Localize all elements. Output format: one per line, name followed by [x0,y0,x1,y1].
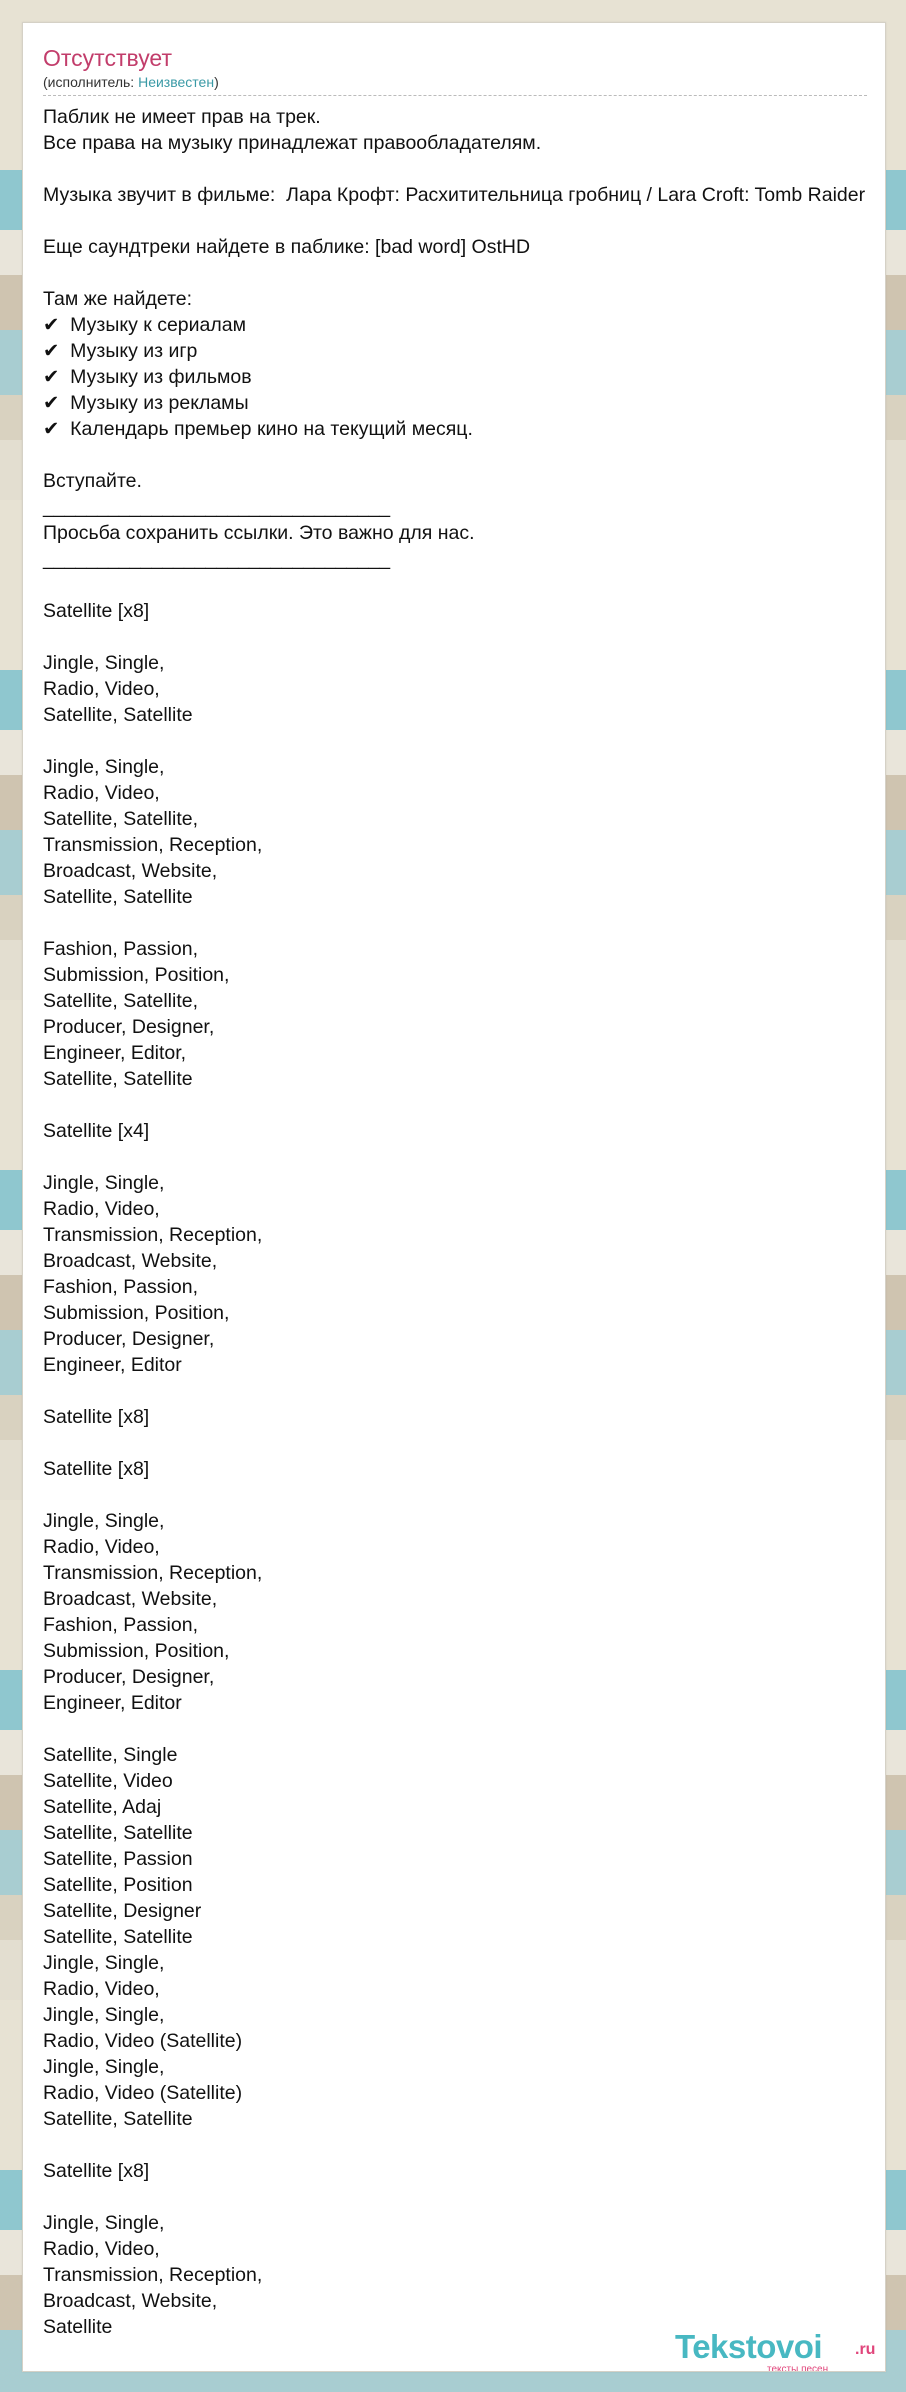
artist-link[interactable]: Неизвестен [138,74,215,90]
artist-prefix: (исполнитель: [43,74,139,90]
song-title: Отсутствует [43,45,172,71]
site-logo[interactable] [675,2328,885,2372]
logo-domain-suffix: .ru [855,2341,876,2358]
lyrics-text: Паблик не имеет прав на трек. Все права на музыку принадлежат правообладателям. Музыка звучит в фильме: Лара Крофт: Расхитительница гробниц / Lara Croft: Tomb Raider Еще саундтреки найдете в паблике: [bad word] OstHD Там же найдете: ✔ Музыку к сериалам ✔ Музыку из игр ✔ Музыку из фильмов ✔ Музыку из рекламы ✔ Календарь премьер кино на текущий месяц. Вступайте. ________________________________ Просьба сохранить ссылки. Это важно для нас. ________________________________ Satellite [x8] Jingle, Single, Radio, Video, Satellite, Satellite Jingle, Single, Radio, Video, Satellite, Satellite, Transmission, Reception, Broadcast, Website, Satellite, Satellite Fashion, Passion, Submission, Position, Satellite, Satellite, Producer, Designer, Engineer, Editor, Satellite, Satellite Satellite [x4] Jingle, Single, Radio, Video, Transmission, Reception, Broadcast, Website, Fashion, Passion, Submission, Position, Producer, Designer, Engineer, Editor Satellite [x8] Satellite [x8] Jingle, Single, Radio, Video, Transmission, Reception, Broadcast, Website, Fashion, Passion, Submission, Position, Producer, Designer, Engineer, Editor Satellite, Single Satellite, Video Satellite, Adaj Satellite, Satellite Satellite, Passion Satellite, Position Satellite, Designer Satellite, Satellite Jingle, Single, Radio, Video, Jingle, Single, Radio, Video (Satellite) Jingle, Single, Radio, Video (Satellite) Satellite, Satellite Satellite [x8] Jingle, Single, Radio, Video, Transmission, Reception, Broadcast, Website, Satellite [43,106,866,2338]
logo-main-text: Tekstovoi [675,2328,823,2365]
title-block [43,43,867,96]
logo-tagline: тексты песен [767,2364,829,2372]
artist-suffix: ) [214,74,219,90]
artist-line [43,73,867,91]
lyrics-card [22,22,886,2372]
